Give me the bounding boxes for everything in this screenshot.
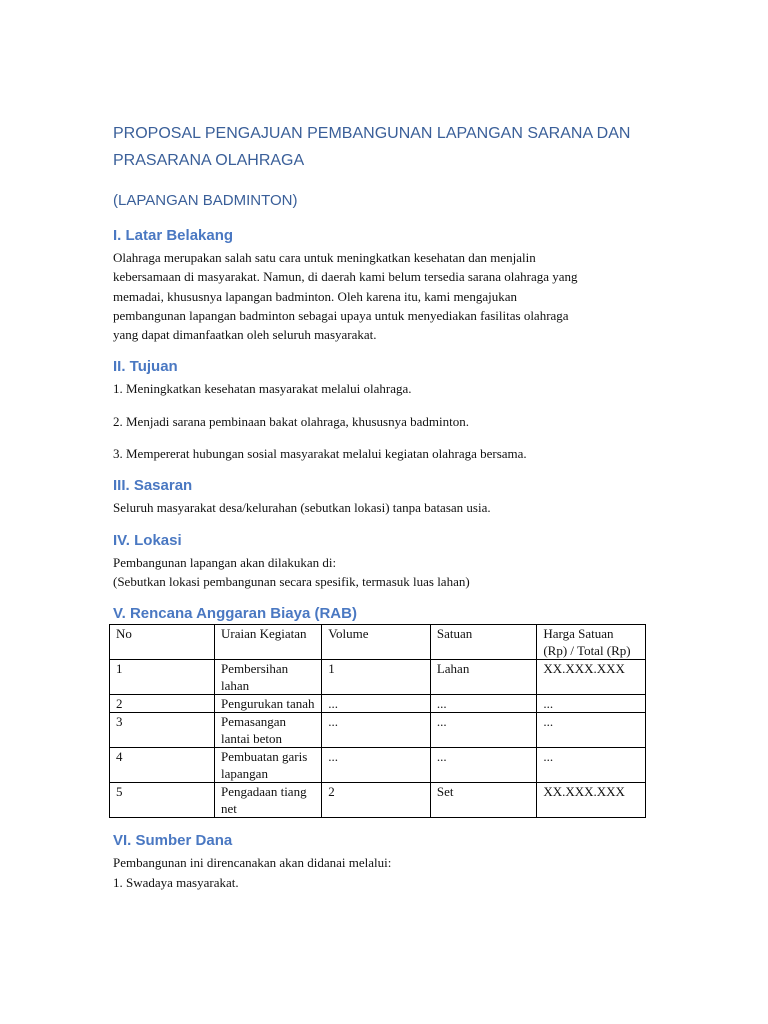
table-cell: 2	[322, 783, 431, 818]
sumber-dana-paragraph	[113, 853, 658, 892]
table-cell: ...	[322, 695, 431, 713]
rab-table	[109, 624, 646, 818]
lokasi-line: Pembangunan lapangan akan dilakukan di:	[113, 554, 337, 570]
table-cell: ...	[322, 713, 431, 748]
lokasi-paragraph	[113, 553, 658, 592]
document-title	[113, 120, 658, 174]
sasaran-text: Seluruh masyarakat desa/kelurahan (sebutkan lokasi) tanpa batasan usia.	[113, 500, 491, 516]
table-cell: Pembuatan garis lapangan	[215, 748, 322, 783]
tujuan-item: 1. Meningkatkan kesehatan masyarakat melalui olahraga.	[113, 381, 412, 397]
heading-sumber-dana: VI. Sumber Dana	[113, 832, 233, 850]
latar-belakang-line: kebersamaan di masyarakat. Namun, di daerah kami belum tersedia sarana olahraga yang	[113, 269, 578, 285]
table-header-cell: Uraian Kegiatan	[215, 625, 322, 660]
heading-lokasi: IV. Lokasi	[113, 531, 182, 549]
table-row	[110, 713, 646, 748]
table-header-row	[110, 625, 646, 660]
table-cell: 1	[322, 660, 431, 695]
table-cell: XX.XXX.XXX	[537, 783, 646, 818]
table-cell: Pengadaan tiang net	[215, 783, 322, 818]
lokasi-line: (Sebutkan lokasi pembangunan secara spesifik, termasuk luas lahan)	[113, 573, 470, 589]
heading-rab: V. Rencana Anggaran Biaya (RAB)	[113, 605, 357, 623]
table-cell: ...	[537, 713, 646, 748]
tujuan-item: 3. Mempererat hubungan sosial masyarakat melalui kegiatan olahraga bersama.	[113, 446, 527, 462]
sumber-dana-line: 1. Swadaya masyarakat.	[113, 874, 239, 890]
table-cell: ...	[537, 748, 646, 783]
heading-sasaran: III. Sasaran	[113, 477, 193, 495]
table-row	[110, 748, 646, 783]
table-cell: 3	[110, 713, 215, 748]
table-cell: 5	[110, 783, 215, 818]
latar-belakang-line: Olahraga merupakan salah satu cara untuk meningkatkan kesehatan dan menjalin	[113, 250, 536, 265]
table-header-cell: Harga Satuan (Rp) / Total (Rp)	[537, 625, 646, 660]
table-row	[110, 660, 646, 695]
heading-tujuan: II. Tujuan	[113, 358, 178, 376]
table-cell: 2	[110, 695, 215, 713]
table-cell: ...	[537, 695, 646, 713]
title-line-2: PRASARANA OLAHRAGA	[113, 152, 305, 169]
table-cell: ...	[322, 748, 431, 783]
table-row	[110, 695, 646, 713]
latar-belakang-line: memadai, khususnya lapangan badminton. Oleh karena itu, kami mengajukan	[113, 288, 517, 304]
table-header-cell: Satuan	[430, 625, 536, 660]
table-cell: Pemasangan lantai beton	[215, 713, 322, 748]
table-cell: ...	[430, 713, 536, 748]
table-cell: XX.XXX.XXX	[537, 660, 646, 695]
table-header-cell: Volume	[322, 625, 431, 660]
table-cell: 1	[110, 660, 215, 695]
table-cell: ...	[430, 748, 536, 783]
sumber-dana-line: Pembangunan ini direncanakan akan didanai melalui:	[113, 855, 392, 871]
latar-belakang-line: yang dapat dimanfaatkan oleh seluruh masyarakat.	[113, 327, 377, 343]
title-line-1: PROPOSAL PENGAJUAN PEMBANGUNAN LAPANGAN SARANA DAN	[113, 125, 631, 142]
table-header-cell: No	[110, 625, 215, 660]
table-cell: Lahan	[430, 660, 536, 695]
table-cell: Pembersihan lahan	[215, 660, 322, 695]
document-subtitle: (LAPANGAN BADMINTON)	[113, 192, 298, 209]
tujuan-item: 2. Menjadi sarana pembinaan bakat olahraga, khususnya badminton.	[113, 413, 469, 429]
table-cell: Pengurukan tanah	[215, 695, 322, 713]
latar-belakang-line: pembangunan lapangan badminton sebagai upaya untuk menyediakan fasilitas olahraga	[113, 307, 569, 323]
table-row	[110, 783, 646, 818]
heading-latar-belakang: I. Latar Belakang	[113, 227, 234, 244]
table-cell: Set	[430, 783, 536, 818]
table-cell: ...	[430, 695, 536, 713]
latar-belakang-paragraph	[113, 248, 658, 344]
document-content	[113, 120, 658, 892]
table-cell: 4	[110, 748, 215, 783]
